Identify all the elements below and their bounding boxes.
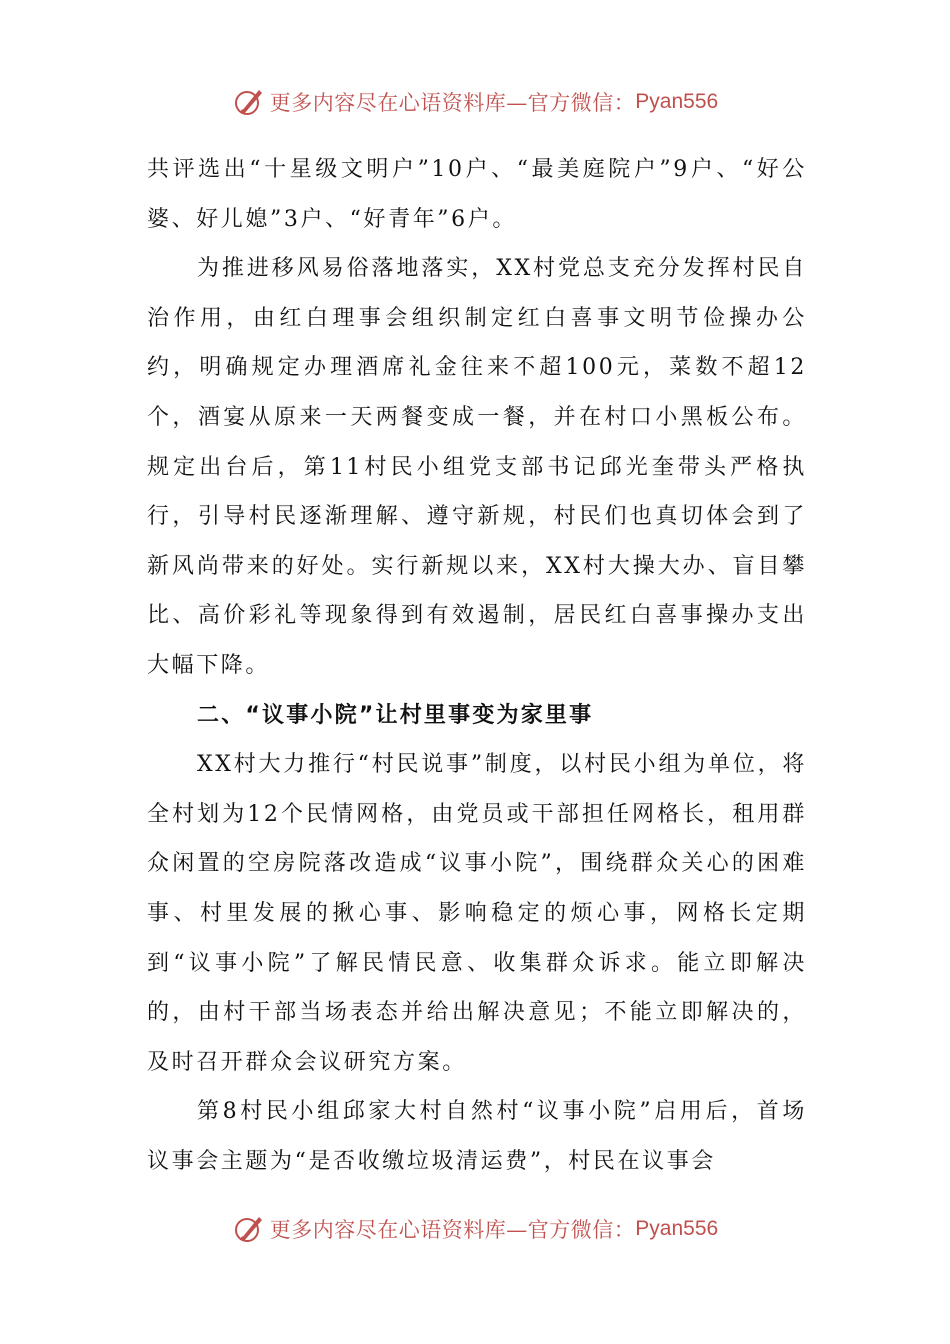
paragraph-continuation: 共评选出“十星级文明户”10户、“最美庭院户”9户、“好公婆、好儿媳”3户、“好青年”6户。 — [147, 157, 807, 232]
watermark-wechat-id: Pyan556 — [635, 90, 719, 113]
paragraph: 为推进移风易俗落地落实，XX村党总支充分发挥村民自治作用，由红白理事会组织制定红白喜事文明节俭操办公约，明确规定办理酒席礼金往来不超100元，菜数不超12个，酒宴从原来一天两餐变成一餐，并在村口小黑板公布。规定出台后，第11村民小组党支部书记邱光奎带头严格执行，引导村民逐渐理解、遵守新规，村民们也真切体会到了新风尚带来的好处。实行新规以来，XX村大操大办、盲目攀比、高价彩礼等现象得到有效遏制，居民红白喜事操办支出大幅下降。 — [147, 256, 807, 678]
watermark-banner-top — [0, 82, 950, 122]
watermark-text: 更多内容尽在心语资料库—官方微信： — [269, 1218, 636, 1242]
quill-pen-circle-icon — [232, 1212, 266, 1246]
paragraph: 第8村民小组邱家大村自然村“议事小院”启用后，首场议事会主题为“是否收缴垃圾清运费”，村民在议事会 — [147, 1099, 807, 1174]
watermark-wechat-id: Pyan556 — [635, 1217, 719, 1240]
document-body — [147, 145, 807, 1186]
section-heading: 二、“议事小院”让村里事变为家里事 — [197, 702, 594, 728]
watermark-banner-bottom — [0, 1209, 950, 1249]
quill-pen-circle-icon — [232, 85, 266, 119]
watermark-text: 更多内容尽在心语资料库—官方微信： — [269, 91, 636, 115]
paragraph: XX村大力推行“村民说事”制度，以村民小组为单位，将全村划为12个民情网格，由党员或干部担任网格长，租用群众闲置的空房院落改造成“议事小院”，围绕群众关心的困难事、村里发展的揪心事、影响稳定的烦心事，网格长定期到“议事小院”了解民情民意、收集群众诉求。能立即解决的，由村干部当场表态并给出解决意见；不能立即解决的，及时召开群众会议研究方案。 — [147, 752, 807, 1075]
